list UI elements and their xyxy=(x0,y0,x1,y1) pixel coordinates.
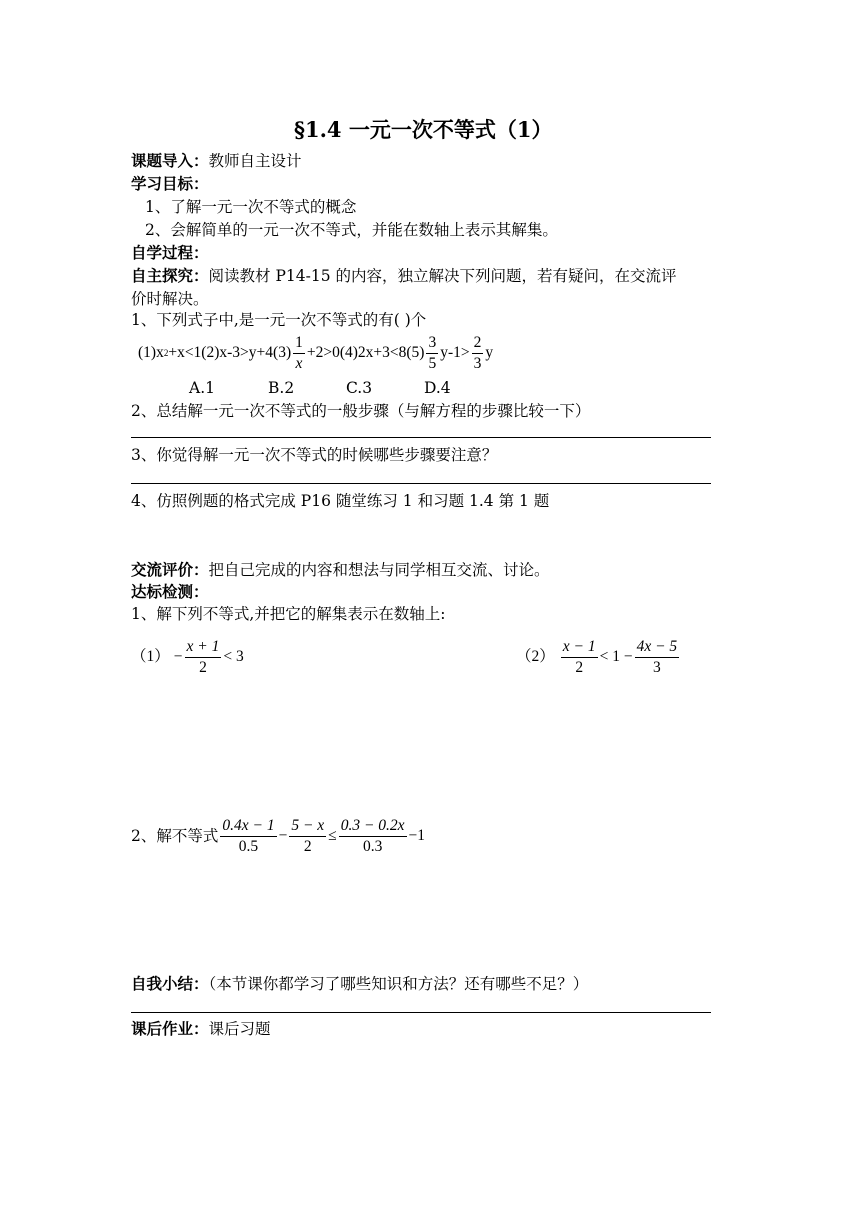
exchange-label: 交流评价： xyxy=(131,560,209,579)
option-b: B.2 xyxy=(268,379,295,397)
fraction-denominator: 2 xyxy=(575,658,584,676)
explore-line xyxy=(131,265,677,287)
question-4: 4、仿照例题的格式完成 P16 随堂练习 1 和习题 1.4 第 1 题 xyxy=(131,492,550,510)
operator: ≤ xyxy=(328,827,337,844)
fraction-numerator: 5 − x xyxy=(289,816,326,837)
fraction-numerator: x − 1 xyxy=(561,637,598,658)
inequality-1 xyxy=(131,634,244,680)
question-prefix: 2、解不等式 xyxy=(131,827,219,845)
fraction-3-over-5 xyxy=(426,333,438,374)
expr-part: (1)x xyxy=(138,344,164,361)
answer-line xyxy=(131,483,711,484)
fraction-numerator: 3 xyxy=(426,333,438,354)
question-3: 3、你觉得解一元一次不等式的时候哪些步骤要注意？ xyxy=(131,446,498,464)
fraction-denominator: 2 xyxy=(303,837,312,855)
homework-text: 课后习题 xyxy=(208,1020,271,1038)
inequality-middle: < 1 − xyxy=(599,648,633,665)
homework-line xyxy=(131,1018,271,1040)
intro-label: 课题导入： xyxy=(131,151,209,170)
summary-line xyxy=(131,973,588,995)
fraction-numerator: x + 1 xyxy=(185,637,222,658)
expr-part: y xyxy=(485,344,494,361)
intro-text: 教师自主设计 xyxy=(208,152,302,170)
summary-text: （本节课你都学习了哪些知识和方法？还有哪些不足？） xyxy=(208,975,589,993)
fraction-denominator: 5 xyxy=(428,354,437,372)
fraction-numerator: 2 xyxy=(472,333,484,354)
goals-label: 学习目标： xyxy=(131,174,209,193)
option-a: A.1 xyxy=(189,379,215,397)
tail-term: −1 xyxy=(408,827,426,844)
fraction-2-over-3 xyxy=(472,333,484,374)
question-1-expression xyxy=(138,331,493,375)
inequality-index: （1） xyxy=(131,648,170,665)
fraction xyxy=(561,637,598,678)
fraction-denominator: 3 xyxy=(473,354,482,372)
fraction-numerator: 0.4x − 1 xyxy=(220,816,276,837)
intro-line xyxy=(131,150,302,172)
explore-text-cont: 价时解决。 xyxy=(131,290,209,308)
exchange-line xyxy=(131,559,550,581)
answer-line xyxy=(131,437,711,438)
fraction xyxy=(635,637,680,678)
check-label: 达标检测： xyxy=(131,582,209,601)
fraction-denominator: 3 xyxy=(653,658,661,676)
process-label: 自学过程： xyxy=(131,243,209,262)
summary-label: 自我小结： xyxy=(131,974,209,993)
fraction xyxy=(289,816,326,857)
expr-superscript: 2 xyxy=(163,348,169,358)
fraction-numerator: 4x − 5 xyxy=(635,637,680,658)
question-1: 1、下列式子中,是一元一次不等式的有( )个 xyxy=(131,311,427,329)
inequality-rhs: < 3 xyxy=(223,648,244,665)
minus-sign: − xyxy=(173,648,183,665)
fraction-1-over-x xyxy=(293,333,305,374)
expr-part: +2>0(4)2x+3<8(5) xyxy=(306,344,425,361)
fraction xyxy=(339,816,407,857)
page-title: §1.4 一元一次不等式（1） xyxy=(294,117,553,142)
check-question-1: 1、解下列不等式,并把它的解集表示在数轴上: xyxy=(131,605,446,623)
goal-item: 1、了解一元一次不等式的概念 xyxy=(145,198,357,216)
exchange-text: 把自己完成的内容和想法与同学相互交流、讨论。 xyxy=(208,561,550,579)
fraction-denominator: 0.5 xyxy=(238,837,259,855)
fraction xyxy=(220,816,276,857)
fraction-denominator: 2 xyxy=(199,658,207,676)
expr-part: y-1> xyxy=(440,344,470,361)
answer-line xyxy=(131,1012,711,1013)
inequality-index: （2） xyxy=(516,648,555,665)
option-d: D.4 xyxy=(424,379,451,397)
check-question-2 xyxy=(131,813,425,859)
explore-label: 自主探究： xyxy=(131,266,209,285)
homework-label: 课后作业： xyxy=(131,1019,209,1038)
fraction-denominator: 0.3 xyxy=(362,837,383,855)
operator: − xyxy=(278,827,288,844)
expr-part: +x<1(2)x-3>y+4(3) xyxy=(168,344,292,361)
fraction xyxy=(185,637,222,678)
fraction-denominator: x xyxy=(295,354,303,372)
fraction-numerator: 1 xyxy=(293,333,305,354)
inequality-2 xyxy=(516,634,681,680)
option-c: C.3 xyxy=(346,379,373,397)
goal-item: 2、会解简单的一元一次不等式，并能在数轴上表示其解集。 xyxy=(145,221,558,239)
explore-text: 阅读教材 P14-15 的内容，独立解决下列问题，若有疑问，在交流评 xyxy=(208,267,677,285)
question-2: 2、总结解一元一次不等式的一般步骤（与解方程的步骤比较一下） xyxy=(131,402,591,420)
fraction-numerator: 0.3 − 0.2x xyxy=(339,816,407,837)
